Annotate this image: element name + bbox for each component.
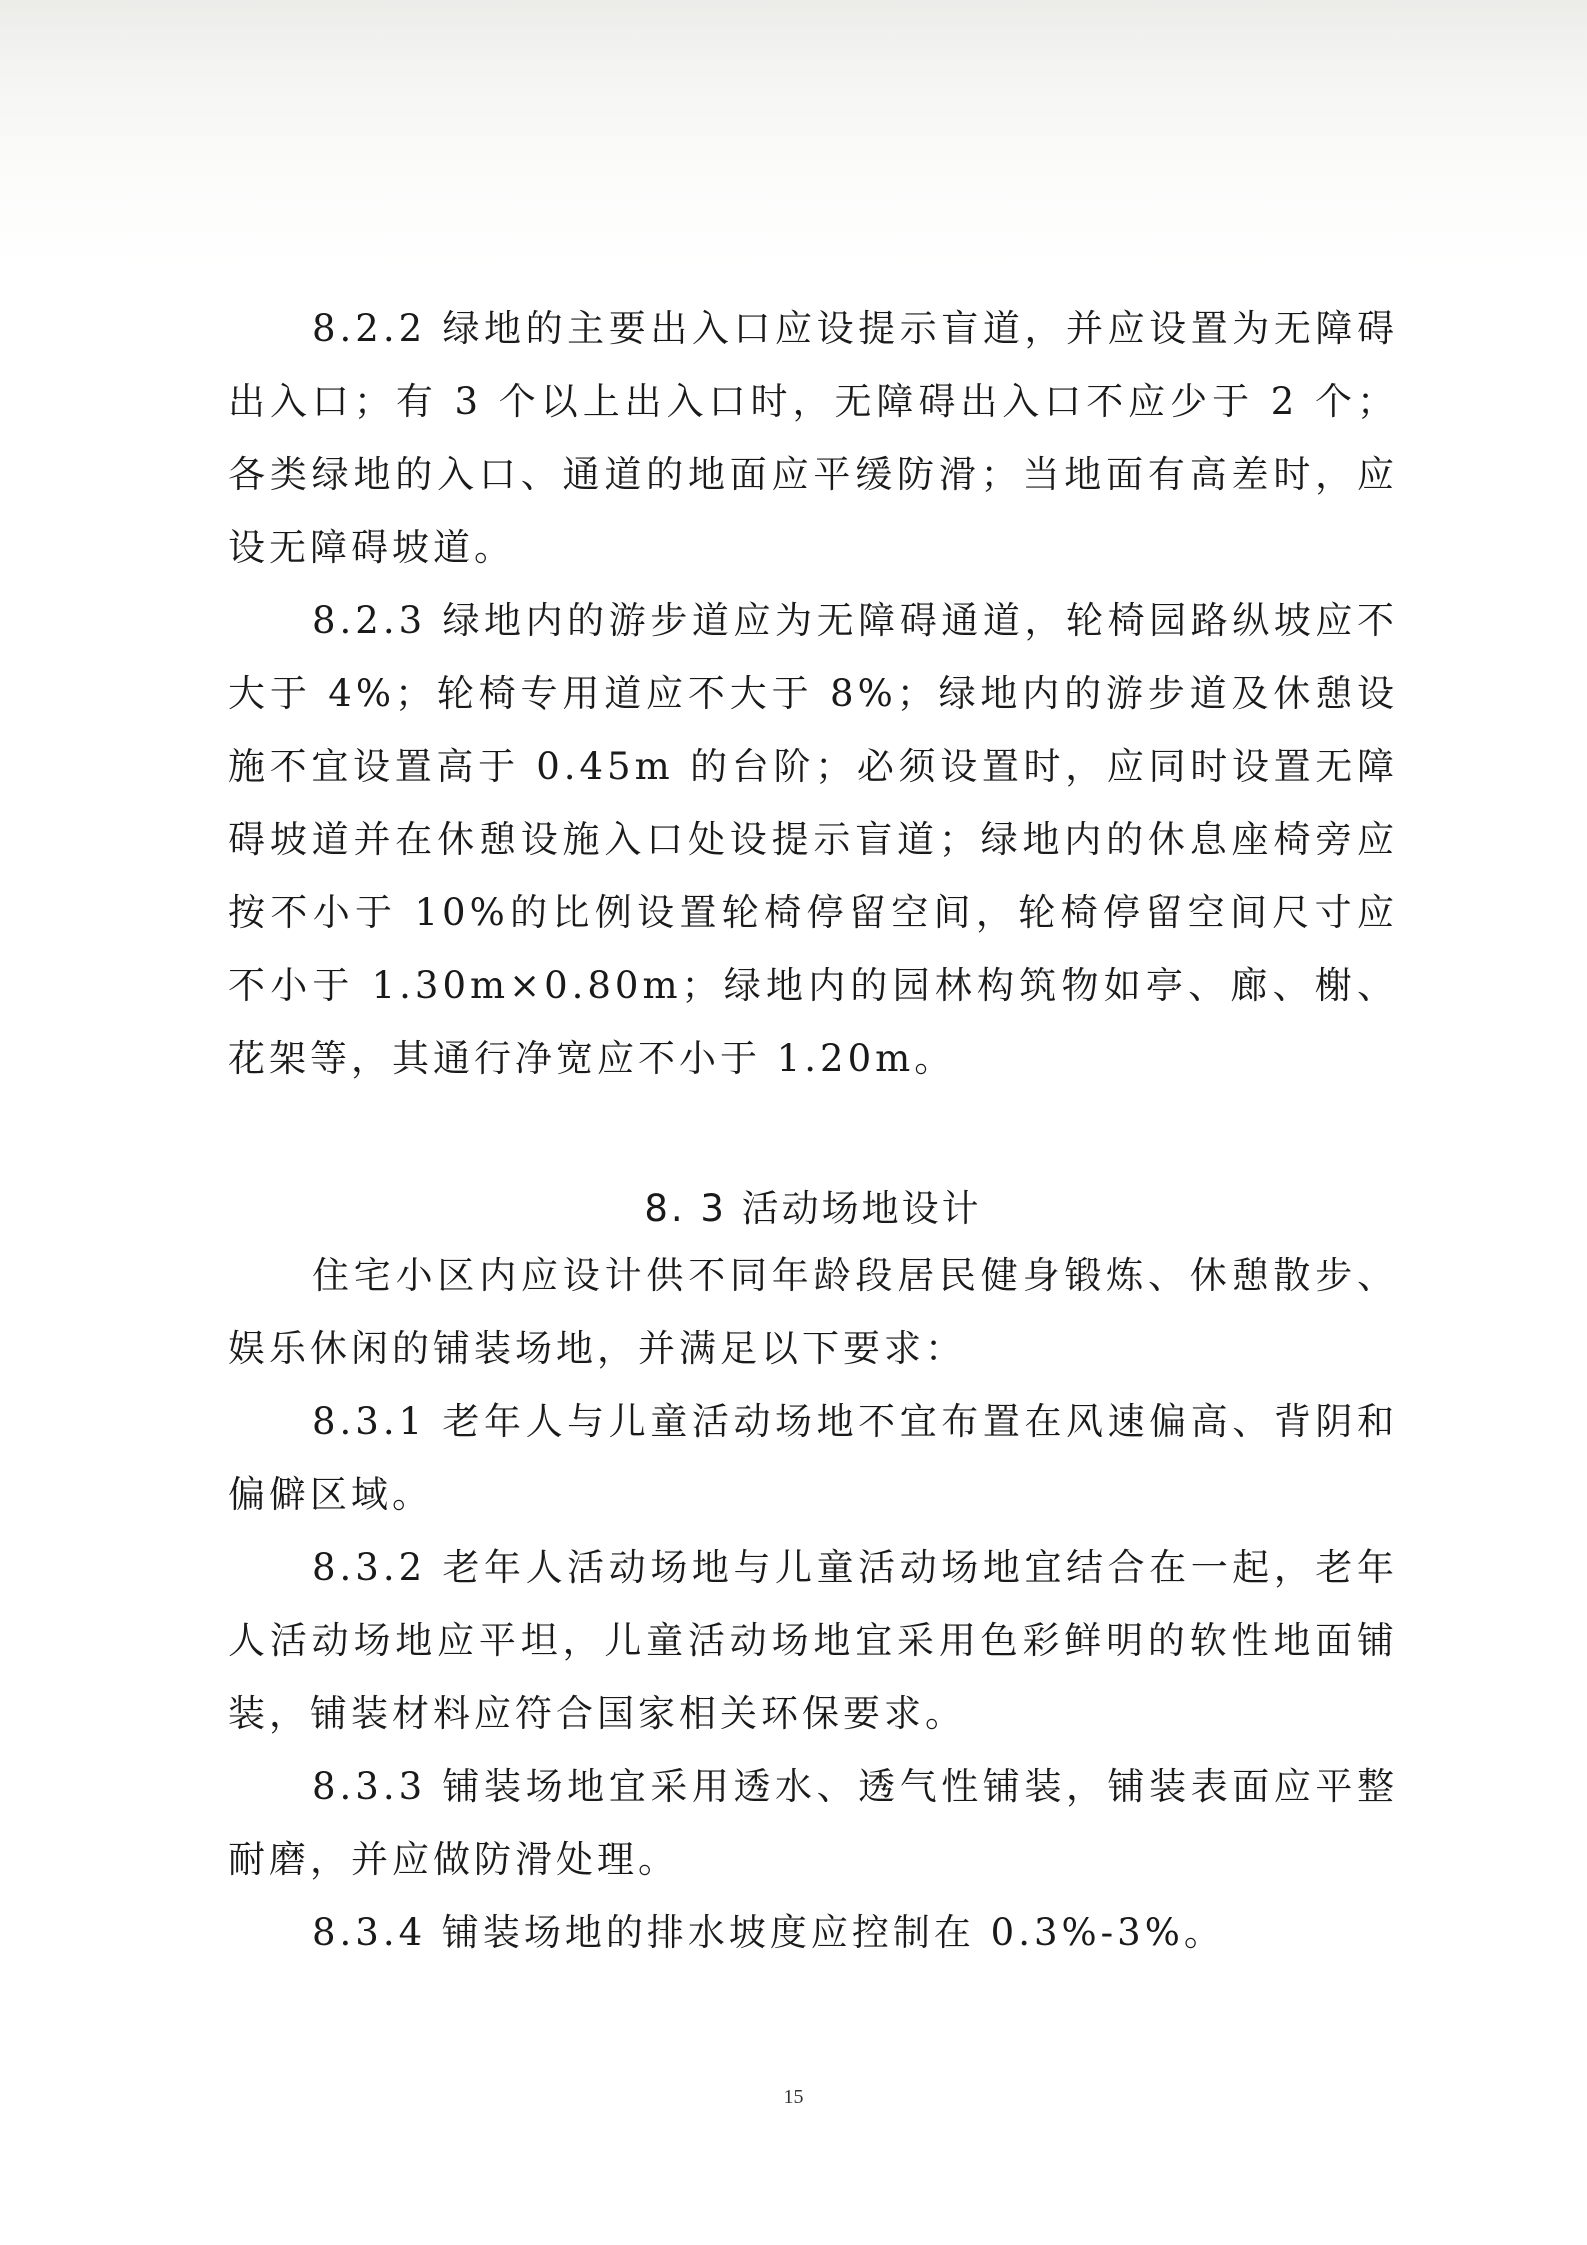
paragraph-8-3-3: 8.3.3 铺装场地宜采用透水、透气性铺装，铺装表面应平整耐磨，并应做防滑处理。: [228, 1765, 1398, 1881]
paragraph-intro: 住宅小区内应设计供不同年龄段居民健身锻炼、休憩散步、娱乐休闲的铺装场地，并满足以下要求：: [228, 1254, 1398, 1370]
page-number: 15: [783, 2086, 804, 2108]
paragraph-8-3-2: 8.3.2 老年人活动场地与儿童活动场地宜结合在一起，老年人活动场地应平坦，儿童活动场地宜采用色彩鲜明的软性地面铺装，铺装材料应符合国家相关环保要求。: [228, 1546, 1398, 1735]
paragraph-8-2-3: 8.2.3 绿地内的游步道应为无障碍通道，轮椅园路纵坡应不大于 4%；轮椅专用道应不大于 8%；绿地内的游步道及休憩设施不宜设置高于 0.45m 的台阶；必须设置时，应同时设置无障碍坡道并在休憩设施入口处设提示盲道；绿地内的休息座椅旁应按不小于 10%的比例设置轮椅停留空间，轮椅停留空间尺寸应不小于 1.30m×0.80m；绿地内的园林构筑物如亭、廊、榭、花架等，其通行净宽应不小于 1.20m。: [228, 599, 1398, 1080]
paragraph-8-3-4: 8.3.4 铺装场地的排水坡度应控制在 0.3%-3%。: [312, 1911, 1225, 1954]
document-body: [228, 292, 1398, 1969]
paragraph-8-2-2: 8.2.2 绿地的主要出入口应设提示盲道，并应设置为无障碍出入口；有 3 个以上出入口时，无障碍出入口不应少于 2 个；各类绿地的入口、通道的地面应平缓防滑；当地面有高差时，应设无障碍坡道。: [228, 307, 1398, 569]
section-heading: 8. 3 活动场地设计: [644, 1187, 982, 1230]
scan-shading: [0, 0, 1587, 280]
paragraph-8-3-1: 8.3.1 老年人与儿童活动场地不宜布置在风速偏高、背阴和偏僻区域。: [228, 1400, 1398, 1516]
